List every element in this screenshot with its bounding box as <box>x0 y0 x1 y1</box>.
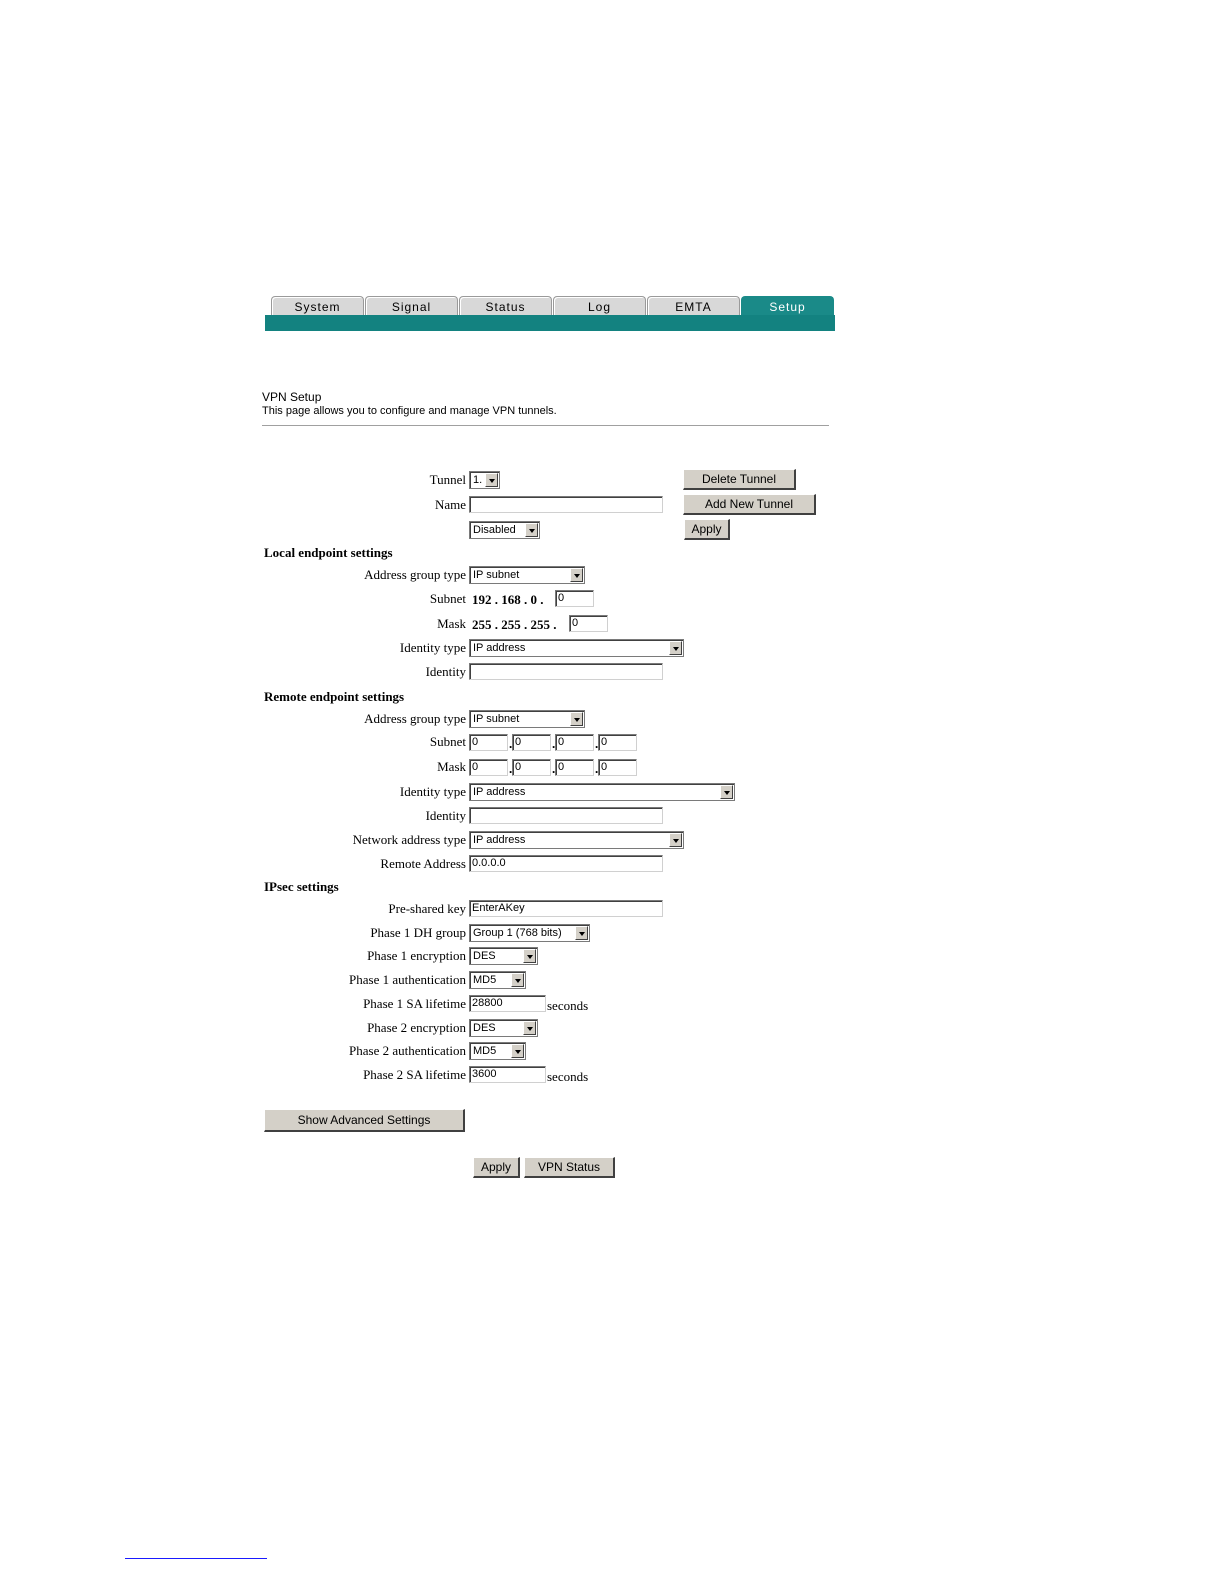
chevron-down-icon <box>523 1021 536 1035</box>
divider <box>262 425 829 426</box>
remote-mask-octet-2[interactable]: 0 <box>512 759 551 776</box>
p1-lifetime-input[interactable]: 28800 <box>469 995 546 1012</box>
tab-emta[interactable]: EMTA <box>647 296 740 317</box>
dot-separator: . <box>552 761 556 776</box>
chevron-down-icon <box>720 785 733 799</box>
remote-mask-octet-3[interactable]: 0 <box>555 759 594 776</box>
tab-signal[interactable]: Signal <box>365 296 458 317</box>
remote-identity-type-value: IP address <box>473 786 526 798</box>
remote-endpoint-heading: Remote endpoint settings <box>264 689 405 704</box>
p2-encryption-value: DES <box>473 1022 496 1034</box>
chevron-down-icon <box>570 568 583 582</box>
p1-encryption-value: DES <box>473 950 496 962</box>
p2-encryption-label: Phase 2 encryption <box>367 1020 466 1035</box>
remote-addr-group-select[interactable] <box>469 710 585 728</box>
local-identity-label: Identity <box>425 664 466 679</box>
chevron-down-icon <box>523 949 536 963</box>
tunnel-select[interactable] <box>469 471 500 489</box>
psk-label: Pre-shared key <box>388 901 466 916</box>
local-identity-type-value: IP address <box>473 642 526 654</box>
p2-authentication-select[interactable] <box>469 1042 526 1060</box>
local-endpoint-heading: Local endpoint settings <box>264 545 393 560</box>
tunnel-label: Tunnel <box>429 472 466 487</box>
remote-addr-group-label: Address group type <box>364 711 466 726</box>
remote-subnet-octet-2[interactable]: 0 <box>512 734 551 751</box>
remote-subnet-octet-1[interactable]: 0 <box>469 734 508 751</box>
remote-identity-type-select[interactable] <box>469 783 735 801</box>
p1-encryption-label: Phase 1 encryption <box>367 948 466 963</box>
remote-address-label: Remote Address <box>380 856 466 871</box>
p1-lifetime-label: Phase 1 SA lifetime <box>363 996 466 1011</box>
local-mask-label: Mask <box>437 616 466 631</box>
footnote-separator <box>125 1558 267 1559</box>
remote-addr-group-value: IP subnet <box>473 713 520 725</box>
chevron-down-icon <box>669 833 682 847</box>
local-addr-group-select[interactable] <box>469 566 585 584</box>
local-mask-octet-input[interactable]: 0 <box>569 615 608 632</box>
local-addr-group-label: Address group type <box>364 567 466 582</box>
p1-encryption-select[interactable] <box>469 947 538 965</box>
remote-subnet-octet-3[interactable]: 0 <box>555 734 594 751</box>
tab-setup[interactable]: Setup <box>741 296 834 317</box>
name-label: Name <box>434 497 466 512</box>
tunnel-apply-button[interactable]: Apply <box>684 519 730 540</box>
network-address-type-value: IP address <box>473 834 526 846</box>
local-identity-type-label: Identity type <box>399 640 466 655</box>
local-subnet-octet-input[interactable]: 0 <box>555 590 594 607</box>
p2-authentication-value: MD5 <box>473 1045 497 1057</box>
apply-button[interactable]: Apply <box>473 1157 520 1178</box>
chevron-down-icon <box>570 712 583 726</box>
remote-identity-input[interactable] <box>469 807 663 824</box>
remote-mask-octet-4[interactable]: 0 <box>598 759 637 776</box>
chevron-down-icon <box>525 523 538 537</box>
tunnel-status-select[interactable] <box>469 521 540 539</box>
vpn-status-button[interactable]: VPN Status <box>524 1157 615 1178</box>
tab-status[interactable]: Status <box>459 296 552 317</box>
add-new-tunnel-button[interactable]: Add New Tunnel <box>683 494 816 515</box>
tab-bar <box>265 315 835 331</box>
tunnel-status-value: Disabled <box>473 524 516 536</box>
dot-separator: . <box>509 761 513 776</box>
remote-mask-label: Mask <box>437 759 466 774</box>
network-address-type-select[interactable] <box>469 831 684 849</box>
p1-authentication-value: MD5 <box>473 974 497 986</box>
chevron-down-icon <box>511 1044 524 1058</box>
p1-lifetime-unit: seconds <box>547 998 589 1013</box>
p2-encryption-select[interactable] <box>469 1019 538 1037</box>
remote-identity-type-label: Identity type <box>399 784 466 799</box>
dh-group-value: Group 1 (768 bits) <box>473 927 562 939</box>
chevron-down-icon <box>575 926 588 940</box>
chevron-down-icon <box>485 473 498 487</box>
tunnel-select-value: 1. <box>473 474 483 486</box>
name-input[interactable] <box>469 496 663 513</box>
chevron-down-icon <box>511 973 524 987</box>
chevron-down-icon <box>669 641 682 655</box>
dot-separator: . <box>509 736 513 751</box>
dot-separator: . <box>552 736 556 751</box>
p2-lifetime-label: Phase 2 SA lifetime <box>363 1067 466 1082</box>
show-advanced-settings-button[interactable]: Show Advanced Settings <box>264 1109 465 1132</box>
dot-separator: . <box>595 761 599 776</box>
remote-subnet-octet-4[interactable]: 0 <box>598 734 637 751</box>
p2-lifetime-input[interactable]: 3600 <box>469 1066 546 1083</box>
remote-address-input[interactable]: 0.0.0.0 <box>469 855 663 872</box>
psk-input[interactable]: EnterAKey <box>469 900 663 917</box>
dh-group-label: Phase 1 DH group <box>370 925 466 940</box>
local-mask-prefix: 255 . 255 . 255 . <box>472 617 557 632</box>
page-title: VPN Setup <box>262 390 322 404</box>
p1-authentication-label: Phase 1 authentication <box>349 972 466 987</box>
local-identity-input[interactable] <box>469 663 663 680</box>
local-subnet-prefix: 192 . 168 . 0 . <box>472 592 544 607</box>
network-address-type-label: Network address type <box>352 832 466 847</box>
dh-group-select[interactable] <box>469 924 590 942</box>
remote-subnet-label: Subnet <box>429 734 466 749</box>
local-subnet-label: Subnet <box>429 591 466 606</box>
ipsec-heading: IPsec settings <box>264 879 339 894</box>
p1-authentication-select[interactable] <box>469 971 526 989</box>
page-description: This page allows you to configure and manage VPN tunnels. <box>262 405 557 417</box>
local-addr-group-value: IP subnet <box>473 569 520 581</box>
dot-separator: . <box>595 736 599 751</box>
tab-system[interactable]: System <box>271 296 364 317</box>
local-identity-type-select[interactable] <box>469 639 684 657</box>
remote-identity-label: Identity <box>425 808 466 823</box>
p2-authentication-label: Phase 2 authentication <box>349 1043 466 1058</box>
remote-mask-octet-1[interactable]: 0 <box>469 759 508 776</box>
tab-log[interactable]: Log <box>553 296 646 317</box>
p2-lifetime-unit: seconds <box>547 1069 589 1084</box>
delete-tunnel-button[interactable]: Delete Tunnel <box>683 469 796 490</box>
